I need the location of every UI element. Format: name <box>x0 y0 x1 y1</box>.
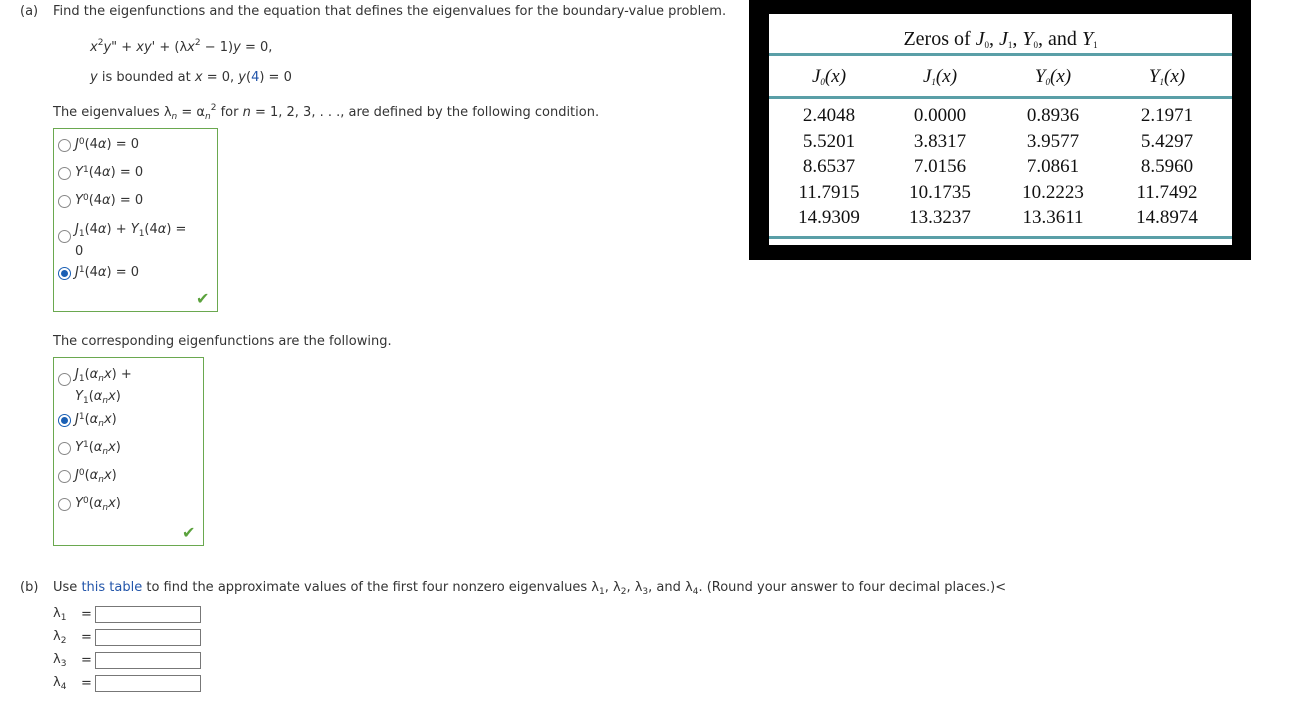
header-y1: $Y_1(x)$ <box>1148 66 1186 87</box>
table-cell: 0.8936 <box>1026 105 1080 126</box>
radio-j1-plus-y1-func[interactable] <box>58 373 71 386</box>
lambda-1-input[interactable] <box>95 606 201 623</box>
lambda-4-input[interactable] <box>95 675 201 692</box>
table-cell: 7.0156 <box>913 156 967 177</box>
part-a-prompt: Find the eigenfunctions and the equation that defines the eigenvalues for the boundary-value problem. <box>53 4 727 19</box>
option-j1-plus-y1[interactable]: $J_1(4\alpha) + Y_1(4\alpha)$ = 0 <box>58 221 186 261</box>
equals-sign: = <box>81 607 92 622</box>
radio-j1-selected[interactable] <box>58 267 71 280</box>
option-y1-func[interactable]: Y 1 ( $\alpha_nx$ ) <box>58 440 121 457</box>
answer-row-4 <box>53 675 201 692</box>
header-j0: $J_0(x)$ <box>811 66 847 87</box>
boundary-value: 4 <box>251 70 260 85</box>
table-cell: 5.4297 <box>1140 130 1194 152</box>
table-cell: 10.1735 <box>909 181 971 203</box>
table-cell: 13.3237 <box>909 207 971 228</box>
bessel-table-panel <box>769 14 1232 245</box>
equals-sign: = <box>81 676 92 691</box>
lambda-3-label: $\lambda_3$ <box>53 652 67 669</box>
part-a-label: (a) <box>20 4 39 19</box>
radio-j0[interactable] <box>58 139 71 152</box>
lambda-4-label: $\lambda_4$ <box>53 675 67 692</box>
table-cell: 0.0000 <box>913 105 967 126</box>
table-cell: 3.8317 <box>913 130 967 152</box>
table-cell: 14.9309 <box>798 207 860 228</box>
lambda-2-label: $\lambda_2$ <box>53 629 67 646</box>
option-j1[interactable]: J 1 (4 α ) = 0 <box>58 265 139 280</box>
table-title: Zeros of $J_0$, $J_1$, $Y_0$, and $Y_1$ <box>903 28 1098 50</box>
table-cell: 2.1971 <box>1140 105 1194 126</box>
table-cell: 11.7915 <box>798 181 860 203</box>
option-j1-func[interactable]: J 1 ( $\alpha_nx$ ) <box>58 412 117 429</box>
option-y1[interactable]: Y 1 (4 α ) = 0 <box>58 165 143 180</box>
header-y0: $Y_0(x)$ <box>1034 66 1072 87</box>
answer-row-2 <box>53 629 201 646</box>
option-j0[interactable]: J 0 (4 α ) = 0 <box>58 137 139 152</box>
equals-sign: = <box>81 630 92 645</box>
option-y0[interactable]: Y 0 (4 α ) = 0 <box>58 193 143 208</box>
option-y0-func[interactable]: Y 0 ( $\alpha_nx$ ) <box>58 496 121 513</box>
radio-y1[interactable] <box>58 167 71 180</box>
table-cell: 2.4048 <box>802 105 856 126</box>
differential-equation: $x^2y$" + $xy' + (\lambda x^2 - 1)y = 0$, <box>90 38 273 55</box>
correct-check-icon: ✔ <box>182 523 196 542</box>
table-cell: 14.8974 <box>1136 207 1198 228</box>
table-cell: 8.6537 <box>802 156 856 177</box>
lambda-1-label: $\lambda_1$ <box>53 606 67 623</box>
answer-row-3 <box>53 652 201 669</box>
table-cell: 13.3611 <box>1022 207 1084 228</box>
eigenvalue-condition-text: The eigenvalues $\lambda_n = \alpha_n^2$ for n = 1, 2, 3, . . ., are defined by the following condition. <box>53 103 600 122</box>
eigenfunction-options <box>53 357 204 546</box>
lambda-3-input[interactable] <box>95 652 201 669</box>
table-header-rule <box>769 96 1232 99</box>
table-link[interactable]: this table <box>81 580 143 595</box>
boundary-condition: y is bounded at x = 0, y(4) = 0 <box>90 70 292 85</box>
part-b-prompt: Use this table to find the approximate values of the first four nonzero eigenvalues $\lambda_1$, $\lambda_2$, $\lambda_3$, and $\lambda_4$. (Round your answer to four decimal places.)< <box>53 580 1007 597</box>
radio-y1-func[interactable] <box>58 442 71 455</box>
bessel-zeros-table <box>749 0 1251 260</box>
table-cell: 7.0861 <box>1026 156 1080 177</box>
table-cell: 5.5201 <box>802 130 856 152</box>
eigenfunction-prompt: The corresponding eigenfunctions are the following. <box>53 334 392 349</box>
answer-row-1 <box>53 606 201 623</box>
correct-check-icon: ✔ <box>196 289 210 308</box>
radio-y0-func[interactable] <box>58 498 71 511</box>
table-cell: 3.9577 <box>1026 130 1080 152</box>
table-cell: 11.7492 <box>1136 181 1198 203</box>
part-b-label: (b) <box>20 580 39 595</box>
lambda-2-input[interactable] <box>95 629 201 646</box>
eigenvalue-options <box>53 128 218 312</box>
radio-j1-plus-y1[interactable] <box>58 230 71 243</box>
option-j1-plus-y1-func[interactable]: $J_1(\alpha_nx)$ + $Y_1(\alpha_nx)$ <box>58 366 132 410</box>
option-j0-func[interactable]: J 0 ( $\alpha_nx$ ) <box>58 468 117 485</box>
radio-j1-func-selected[interactable] <box>58 414 71 427</box>
equals-sign: = <box>81 653 92 668</box>
table-cell: 8.5960 <box>1140 156 1194 177</box>
header-j1: $J_1(x)$ <box>922 66 958 87</box>
table-bottom-rule <box>769 236 1232 239</box>
table-top-rule <box>769 53 1232 56</box>
table-cell: 10.2223 <box>1022 181 1084 203</box>
radio-j0-func[interactable] <box>58 470 71 483</box>
radio-y0[interactable] <box>58 195 71 208</box>
